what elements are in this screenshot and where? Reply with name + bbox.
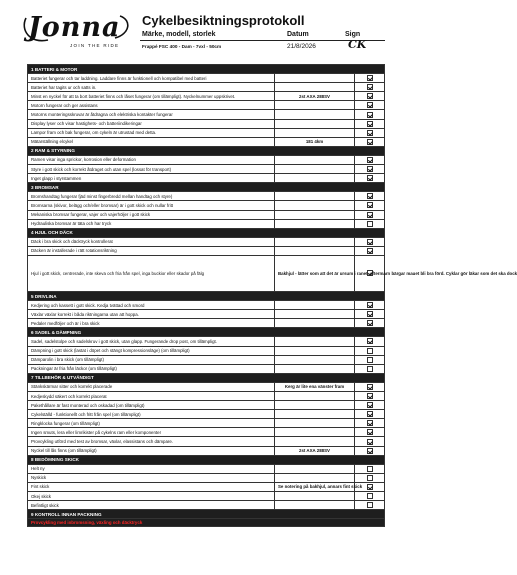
sign-label: Sign [345,31,361,38]
checklist-item-text: Pedaler medföljer och är i bra skick [28,319,275,328]
checklist-item-text: Hydrauliska bromsar är täta och har tryck [28,219,275,228]
checkbox-cell [355,92,385,101]
checklist-row [28,246,385,255]
checklist-row [28,255,385,291]
checklist-note [275,110,355,119]
empty-checkbox[interactable] [367,221,373,227]
checklist-note [275,392,355,401]
checked-checkbox[interactable] [367,130,373,136]
checklist-row [28,482,385,491]
checklist-note [275,428,355,437]
checkbox-cell [355,464,385,473]
empty-checkbox[interactable] [367,493,373,499]
checklist-row [28,428,385,437]
checklist-row [28,165,385,174]
checklist-row [28,237,385,246]
checklist-item-text: Inget glapp i styrstammen [28,174,275,183]
checkbox-cell [355,401,385,410]
checklist-row [28,501,385,510]
checked-checkbox[interactable] [367,484,373,490]
checkbox-cell [355,246,385,255]
section-title: 9 KONTROLL INNAN PACKNING [28,510,385,519]
checklist-item-text: Display lyser och visar hastighets- och batteriindikeringar [28,119,275,128]
date-label: Datum [287,31,309,38]
checked-checkbox[interactable] [367,439,373,445]
checklist-row [28,492,385,501]
checked-checkbox[interactable] [367,157,373,163]
checkbox-cell [355,192,385,201]
section-header [28,146,385,155]
checklist-item-text: Motorns monteringsskruvar är åtdragna och elektriska kontakter fungerar [28,110,275,119]
checked-checkbox[interactable] [367,411,373,417]
checkbox-cell [355,382,385,391]
checkbox-cell [355,83,385,92]
checked-checkbox[interactable] [367,212,373,218]
checkbox-cell [355,237,385,246]
checkbox-cell [355,301,385,310]
checklist-note: Kerg är lite ena vänster fram [275,382,355,391]
checkbox-cell [355,174,385,183]
checklist-row [28,128,385,137]
checkbox-cell [355,392,385,401]
checklist-row [28,210,385,219]
section-title: 1 BATTERI & MOTOR [28,65,385,74]
section-header [28,455,385,464]
checkbox-cell [355,501,385,510]
checklist-item-text: Nyskick [28,473,275,482]
checklist-row [28,101,385,110]
checklist-note [275,501,355,510]
checklist-note [275,364,355,373]
brand-logo [20,10,135,54]
checked-checkbox[interactable] [367,384,373,390]
empty-checkbox[interactable] [367,348,373,354]
checked-checkbox[interactable] [367,448,373,454]
checklist-item-text: Mätarställning elcykel [28,137,275,146]
empty-checkbox[interactable] [367,357,373,363]
checked-checkbox[interactable] [367,248,373,254]
checklist-item-text: Stänkskärmar sitter och korrekt placerade [28,382,275,391]
checkbox-cell [355,155,385,164]
checklist-item-text: Dämparolin i bra skick (om tillämpligt) [28,355,275,364]
checklist-item-text: Batteriet har tagits ur och satts in. [28,83,275,92]
checked-checkbox[interactable] [367,393,373,399]
checked-checkbox[interactable] [367,84,373,90]
checklist-note: Se notering på bakhjul, annars fint skick [275,482,355,491]
checklist-row [28,437,385,446]
warning-row [28,519,385,527]
checklist-note [275,401,355,410]
checklist-item-text: Kedjeskydd säkert och korrekt placerat [28,392,275,401]
checklist-note [275,246,355,255]
checklist-note [275,337,355,346]
checklist-note [275,210,355,219]
section-header [28,228,385,237]
checkbox-cell [355,310,385,319]
checked-checkbox[interactable] [367,193,373,199]
checkbox-cell [355,110,385,119]
checkbox-cell [355,419,385,428]
checklist-row [28,319,385,328]
checklist-item-text: Hjul i gott skick, centrerade, inte skeva och fria från spel, inga buckior eller skador på fälg [28,255,275,291]
checklist-item-text: Packningar är fria från läckor (om tillämpligt) [28,364,275,373]
checklist-note [275,473,355,482]
section-title: 4 HJUL OCH DÄCK [28,228,385,237]
checked-checkbox[interactable] [367,121,373,127]
checklist-row [28,83,385,92]
checklist-row [28,401,385,410]
section-header [28,328,385,337]
checklist-row [28,364,385,373]
checklist-note [275,155,355,164]
checked-checkbox[interactable] [367,202,373,208]
checklist-note [275,119,355,128]
checklist-row [28,92,385,101]
checklist-row [28,119,385,128]
checklist-row [28,155,385,164]
checklist-note [275,437,355,446]
section-header [28,373,385,382]
checklist-note [275,192,355,201]
signature: CK [348,38,367,51]
checklist-item-text: Mekaniska bromsar fungerar, vajer och vajerhöljer i gott skick [28,210,275,219]
checklist-note [275,201,355,210]
checkbox-cell [355,492,385,501]
logo-text: Jonna [28,12,121,43]
checklist-item-text: Befintligt skick [28,501,275,510]
checklist-note [275,219,355,228]
checked-checkbox[interactable] [367,175,373,181]
checkbox-cell [355,74,385,83]
section-title: 7 TILLBEHÖR & UTVÄNDIGT [28,373,385,382]
checklist-item-text: Minst en nyckel för att ta bort batteriet finns och låset fungerar (om tillämpligt). Nyckelnummer uppskrivet. [28,92,275,101]
checklist-item-text: Okej skick [28,492,275,501]
section-title: 5 DRIVLINA [28,291,385,300]
checklist-row [28,382,385,391]
checklist-item-text: Sadel, sadelstolpe och sadelskruv i gott skick, utan glapp. Fungerande drop post, om tillämpligt. [28,337,275,346]
checked-checkbox[interactable] [367,139,373,145]
checkbox-cell [355,201,385,210]
checklist-row [28,219,385,228]
checklist-note [275,101,355,110]
checkbox-cell [355,346,385,355]
logo-tagline: JOIN THE RIDE [70,43,120,48]
checklist-note: 181 4km [275,137,355,146]
checklist-note [275,410,355,419]
checklist-note [275,464,355,473]
checked-checkbox[interactable] [367,112,373,118]
empty-checkbox[interactable] [367,366,373,372]
checklist-row [28,310,385,319]
section-header [28,183,385,192]
checkbox-cell [355,219,385,228]
section-header [28,65,385,74]
checklist-item-text: Styre i gott skick och korrekt åtdraget och utan spel (lossat för transport) [28,165,275,174]
checkbox-cell [355,446,385,455]
checkbox-cell [355,355,385,364]
checklist-item-text: Lampor fram och bak fungerar, om cykeln är utrustad med detta. [28,128,275,137]
checklist-row [28,346,385,355]
checked-checkbox[interactable] [367,320,373,326]
checklist-note: 2st AXA 288SV [275,92,355,101]
checklist-table [27,64,517,527]
empty-checkbox[interactable] [367,502,373,508]
empty-checkbox[interactable] [367,475,373,481]
checklist-item-text: Dämpning i gott skick (lastat i döpet och stängt kompressionsläge) (om tillämpligt) [28,346,275,355]
checklist-row [28,201,385,210]
checked-checkbox[interactable] [367,429,373,435]
checkbox-cell [355,319,385,328]
checklist-row [28,192,385,201]
checklist-note: 2st AXA 288SV [275,446,355,455]
checklist-row [28,137,385,146]
page-title: Cykelbesiktningsprotokoll [142,13,305,28]
checklist-item-text: Batteriet fungerar och tar laddning. Laddare finns är funktionell och kompatibel med batteri [28,74,275,83]
empty-checkbox[interactable] [367,466,373,472]
checklist-note [275,492,355,501]
checkbox-cell [355,473,385,482]
checklist-note [275,319,355,328]
checklist-item-text: Motorn fungerar och ger assistans [28,101,275,110]
checkbox-cell [355,137,385,146]
checklist-row [28,419,385,428]
checked-checkbox[interactable] [367,420,373,426]
checklist-row [28,337,385,346]
checked-checkbox[interactable] [367,338,373,344]
checklist-item-text: Nyckel till lås finns (om tillämpligt) [28,446,275,455]
checklist-item-text: Helt ny [28,464,275,473]
checklist-item-text: Däcken är installerade i rätt rotationsriktning [28,246,275,255]
checklist-item-text: Kedjering och kassett i gott skick. Kedja tvättad och smord [28,301,275,310]
checklist-item-text: Ringklocka fungerar (om tillämpligt) [28,419,275,428]
checked-checkbox[interactable] [367,270,373,276]
checklist-row [28,110,385,119]
checklist-row [28,174,385,183]
section-title: 8 BEDÖMNING SKICK [28,455,385,464]
checked-checkbox[interactable] [367,239,373,245]
checkbox-cell [355,428,385,437]
checked-checkbox[interactable] [367,302,373,308]
checklist-item-text: Cykelställd - funktionellt och fritt från spel (om tillämpligt) [28,410,275,419]
checkbox-cell [355,410,385,419]
checklist-item-text: Ramen visar inga sprickor, korrosion eller deformation [28,155,275,164]
checklist-note [275,165,355,174]
bike-model-value: Frappé FSC 400 - Dam - 7vxl - 50cm [142,44,222,49]
checked-checkbox[interactable] [367,75,373,81]
checklist-row [28,473,385,482]
checklist-note [275,419,355,428]
checklist-item-text: Bromsarna (skivor, belägg och/eller bromsar) är i gott skick och nullar fritt [28,201,275,210]
section-title: 2 RAM & STYRNING [28,146,385,155]
checkbox-cell [355,364,385,373]
checkbox-cell [355,119,385,128]
section-header [28,510,385,519]
warning-text: Provcykling med inbromsning, växling och däcktryck [28,519,385,527]
bike-model-label: Märke, modell, storlek [142,31,216,38]
checkbox-cell [355,437,385,446]
checkbox-cell [355,337,385,346]
checked-checkbox[interactable] [367,102,373,108]
checklist-item-text: Pakethållare är fast monterad och oskadad (om tillämpligt) [28,401,275,410]
checkbox-cell [355,128,385,137]
checklist-item-text: Däck i bra skick och däcktryck kontrollerat [28,237,275,246]
checklist-note [275,174,355,183]
checked-checkbox[interactable] [367,93,373,99]
checkbox-cell [355,165,385,174]
checklist-note [275,346,355,355]
section-title: 6 SADEL & DÄMPNING [28,328,385,337]
checklist-note [275,355,355,364]
checklist-item-text: Bromshandtag fungerar fjäd minst fingerbredd mellan handtag och styre) [28,192,275,201]
checked-checkbox[interactable] [367,166,373,172]
checklist-row [28,301,385,310]
checked-checkbox[interactable] [367,402,373,408]
checkbox-cell [355,210,385,219]
section-title: 3 BROMSAR [28,183,385,192]
checklist-note: Bakhjul - lätter som att det är ursum i ranet, eftermarn bärgar mauet bli bra förd. Cyklar gör läkar som det ska dock [275,255,355,291]
checklist-note [275,74,355,83]
checklist-row [28,74,385,83]
checklist-row [28,410,385,419]
checklist-row [28,446,385,455]
checklist-row [28,464,385,473]
checklist-note [275,301,355,310]
checklist-item-text: Växlar växlar korrekt i båda riktningarna utan att hoppa. [28,310,275,319]
checklist-item-text: Ingen smuts, lera eller limrikister på cykelns ram eller komponenter [28,428,275,437]
checked-checkbox[interactable] [367,311,373,317]
date-value: 21/8/2026 [287,43,316,50]
checklist-item-text: Provcykling utförd med test av bromsar, växlar, elassistans och dämpare. [28,437,275,446]
section-header [28,291,385,300]
checkbox-cell [355,101,385,110]
checklist-note [275,128,355,137]
checklist-row [28,355,385,364]
checklist-note [275,310,355,319]
checklist-note [275,237,355,246]
checklist-item-text: Fint skick [28,482,275,491]
checklist-row [28,392,385,401]
checklist-note [275,83,355,92]
